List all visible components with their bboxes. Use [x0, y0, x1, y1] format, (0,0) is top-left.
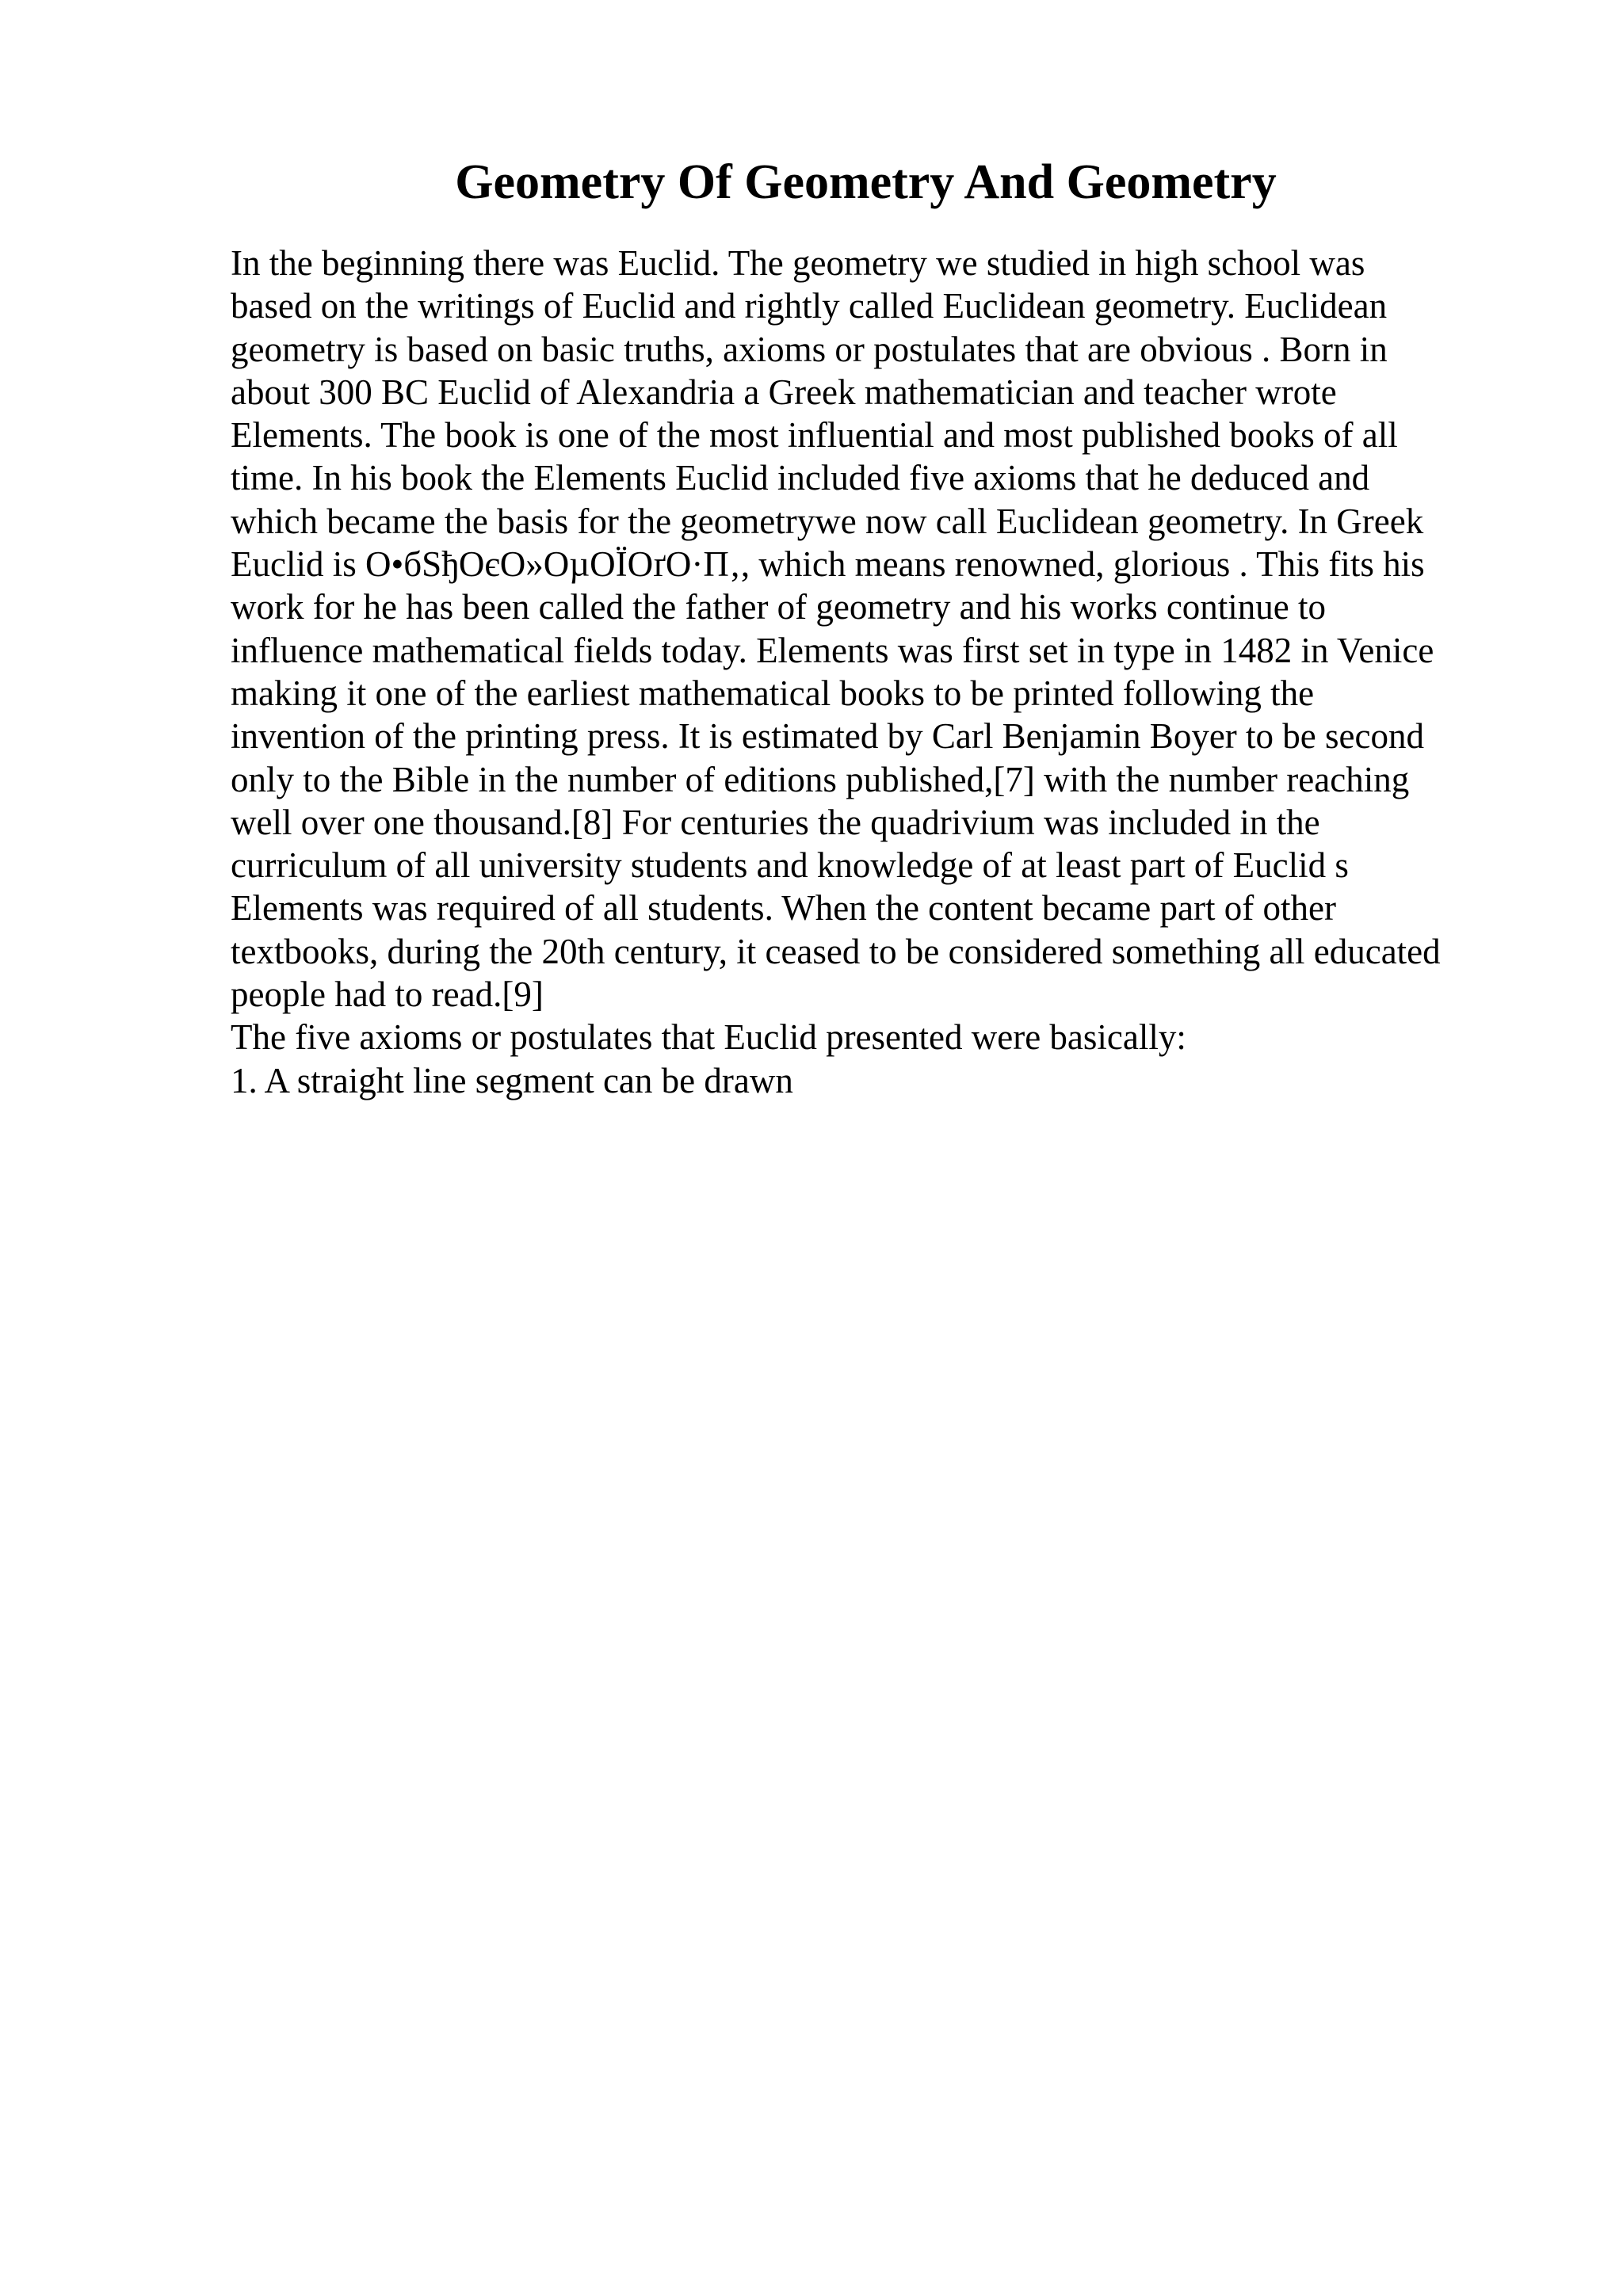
axioms-intro: The five axioms or postulates that Euclid presented were basically: [231, 1017, 1186, 1058]
axiom-item-1: 1. A straight line segment can be drawn [231, 1060, 793, 1100]
paragraph-line: Elements. The book is one of the most influential and most published books of all [231, 415, 1398, 456]
paragraph-line: well over one thousand.[8] For centuries the quadrivium was included in the [231, 802, 1320, 842]
paragraph-line: time. In his book the Elements Euclid included five axioms that he deduced and [231, 458, 1370, 498]
paragraph-line: geometry is based on basic truths, axioms or postulates that are obvious . Born in [231, 329, 1388, 369]
paragraph-line: curriculum of all university students and knowledge of at least part of Euclid s [231, 845, 1349, 886]
paragraph-line: about 300 BC Euclid of Alexandria a Greek mathematician and teacher wrote [231, 372, 1337, 412]
paragraph-line: In the beginning there was Euclid. The geometry we studied in high school was [231, 243, 1365, 283]
paragraph-line: work for he has been called the father of geometry and his works continue to [231, 587, 1327, 627]
paragraph-line: textbooks, during the 20th century, it ceased to be considered something all educated [231, 931, 1441, 971]
paragraph-line: Euclid is О•бЅђОєО»ОµОЇОґО·П‚, which means renowned, glorious . This fits his [231, 544, 1425, 585]
document-title: Geometry Of Geometry And Geometry [455, 155, 1277, 209]
paragraph-line: people had to read.[9] [231, 974, 544, 1015]
paragraph-line: based on the writings of Euclid and rightly called Euclidean geometry. Euclidean [231, 286, 1388, 326]
paragraph-line: Elements was required of all students. When the content became part of other [231, 888, 1336, 929]
paragraph-line: which became the basis for the geometrywe now call Euclidean geometry. In Greek [231, 501, 1424, 541]
paragraph-line: making it one of the earliest mathematical books to be printed following the [231, 673, 1315, 713]
paragraph-line: invention of the printing press. It is estimated by Carl Benjamin Boyer to be second [231, 716, 1424, 757]
paragraph-line: only to the Bible in the number of editions published,[7] with the number reaching [231, 759, 1410, 799]
document-body [231, 242, 1499, 1102]
paragraph-line: influence mathematical fields today. Elements was first set in type in 1482 in Venice [231, 630, 1434, 670]
